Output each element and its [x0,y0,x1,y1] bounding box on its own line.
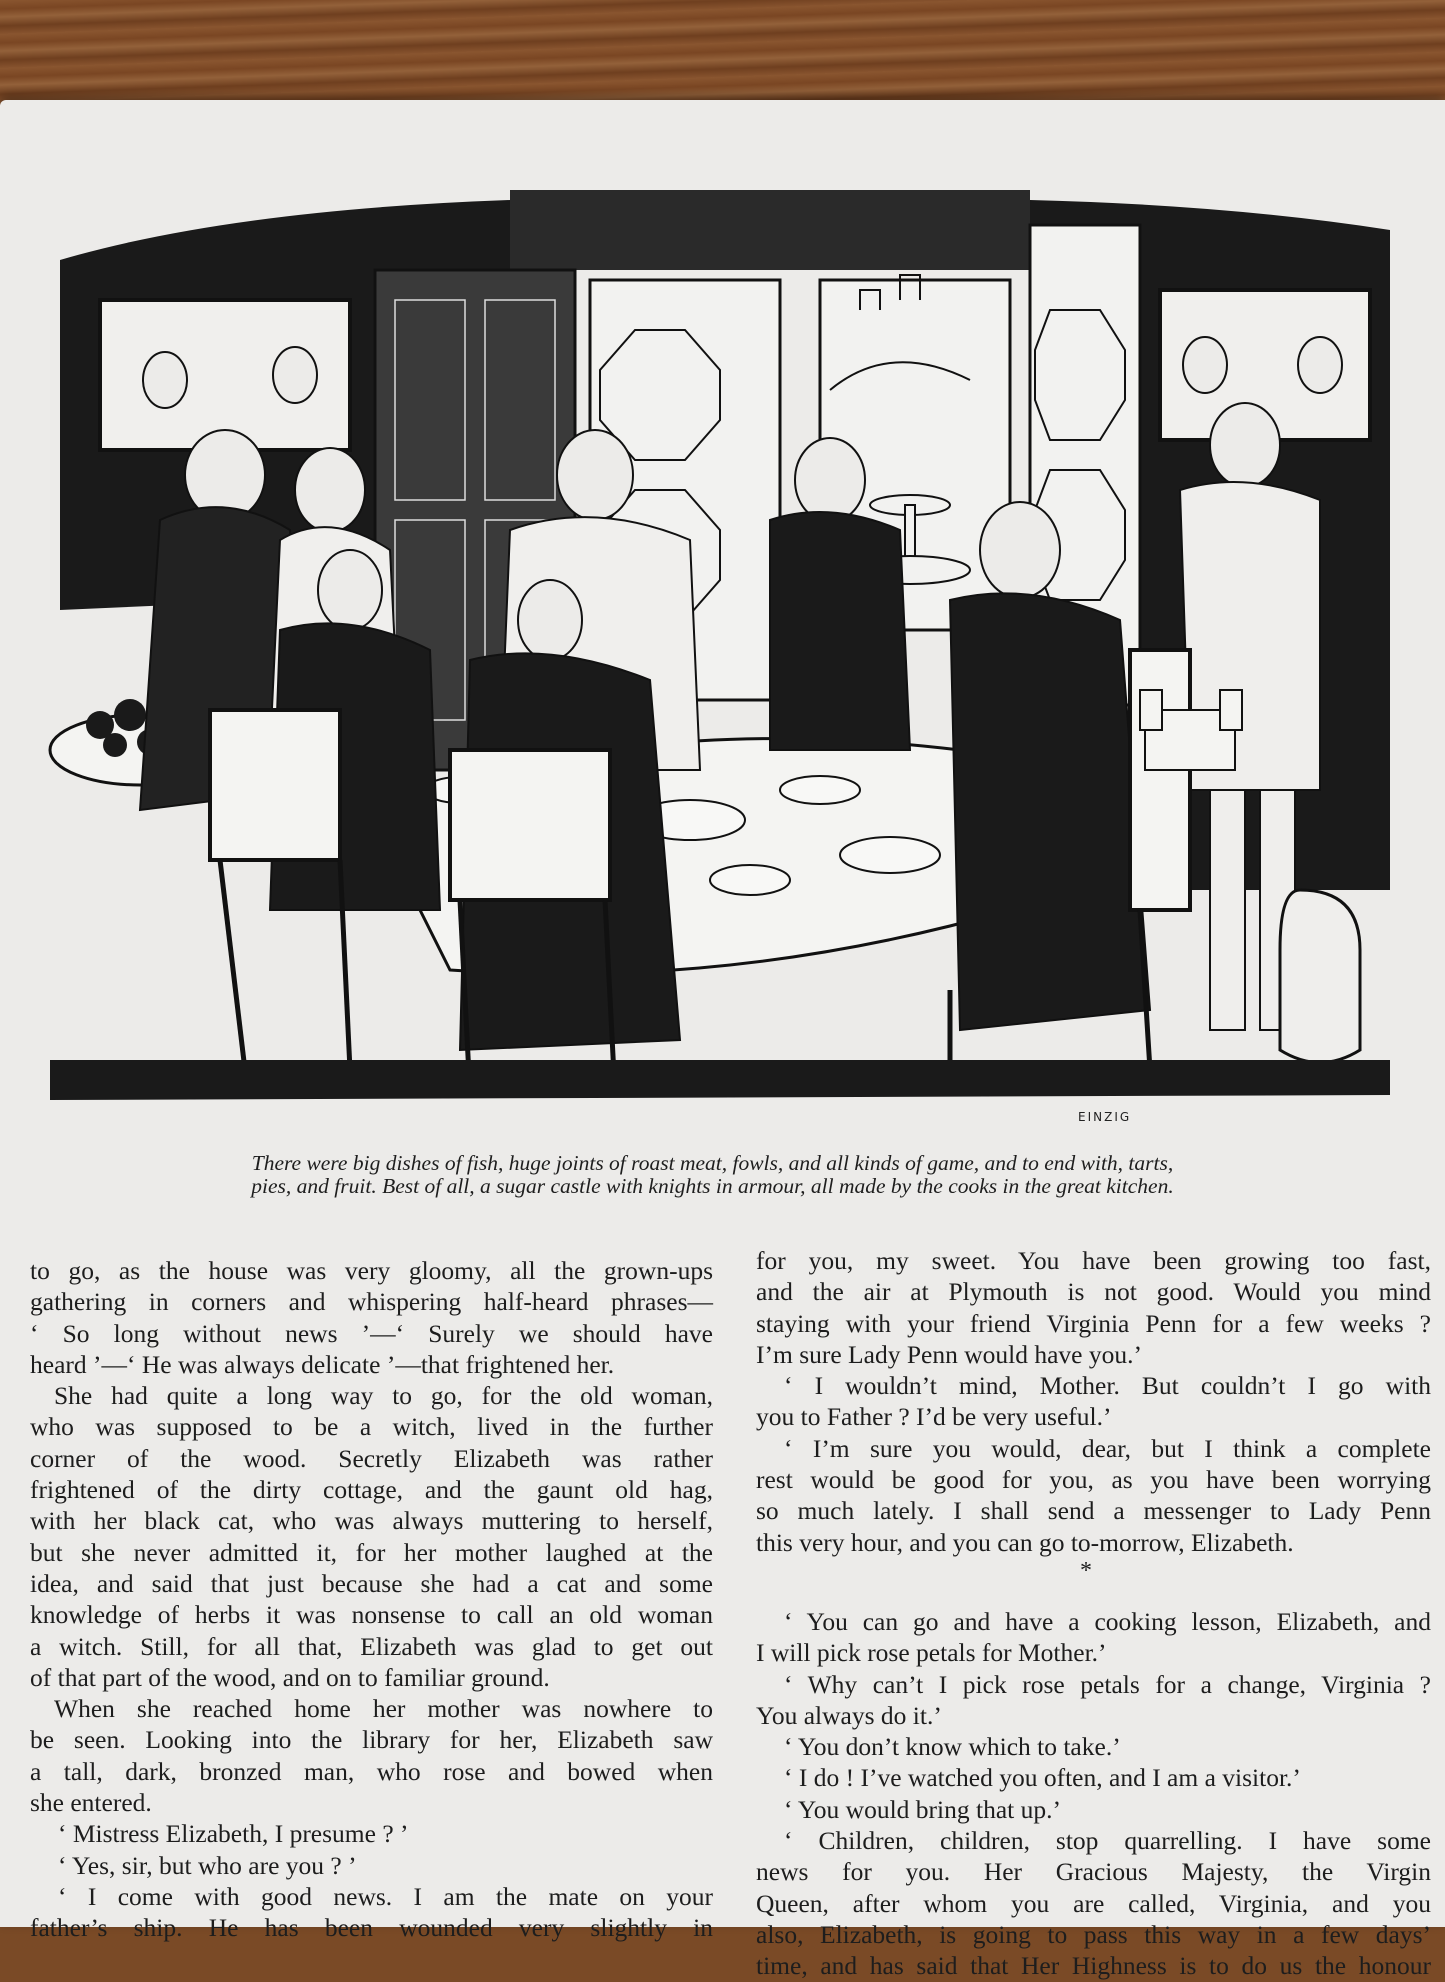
text-line: frightened of the dirty cottage, and the gaunt old hag, [30,1475,713,1505]
text-line: ‘ Yes, sir, but who are you ? ’ [58,1850,357,1880]
text-line: but she never admitted it, for her mother laughed at the [30,1537,713,1567]
text-line: you to Father ? I’d be very useful.’ [756,1402,1112,1432]
right-text-column [756,1245,1431,1982]
text-line: time, and has said that Her Highness is to do us the honour [756,1951,1431,1981]
text-line: for you, my sweet. You have been growing too fast, [756,1246,1431,1275]
artist-signature: EINZIG [1078,1110,1132,1124]
text-line: a tall, dark, bronzed man, who rose and bowed when [30,1756,713,1786]
text-line: ‘ You would bring that up.’ [784,1794,1061,1824]
text-line: She had quite a long way to go, for the old woman, [54,1381,713,1411]
illustration-caption [150,1152,1275,1198]
left-text-column [30,1255,713,1944]
text-line: and the air at Plymouth is not good. Would you mind [756,1277,1431,1307]
text-line: rest would be good for you, as you have been worrying [756,1465,1431,1495]
text-line: ‘ I’m sure you would, dear, but I think a complete [784,1433,1431,1463]
text-line: be seen. Looking into the library for her, Elizabeth saw [30,1725,713,1755]
text-line: of that part of the wood, and on to familiar ground. [30,1662,550,1692]
text-line: to go, as the house was very gloomy, all the grown-ups [30,1256,713,1285]
text-line: You always do it.’ [756,1700,942,1730]
text-line: gathering in corners and whispering half-heard phrases— [30,1287,713,1317]
text-line: I will pick rose petals for Mother.’ [756,1638,1107,1668]
text-line: father’s ship. He has been wounded very slightly in [30,1913,713,1943]
caption-line-2: pies, and fruit. Best of all, a sugar castle with knights in armour, all made by the cooks in the great kitchen. [251,1174,1174,1198]
text-line: ‘ I come with good news. I am the mate on your [58,1881,713,1911]
banquet-illustration [30,190,1410,1120]
text-line: she entered. [30,1788,152,1818]
text-line: ‘ Why can’t I pick rose petals for a change, Virginia ? [784,1669,1431,1699]
text-line: idea, and said that just because she had a cat and some [30,1568,713,1598]
text-line: so much lately. I shall send a messenger to Lady Penn [756,1496,1431,1526]
text-line: who was supposed to be a witch, lived in the further [30,1412,713,1442]
text-line: ‘ I do ! I’ve watched you often, and I am a visitor.’ [784,1763,1301,1793]
text-line: staying with your friend Virginia Penn for a few weeks ? [756,1308,1431,1338]
text-line: ‘ So long without news ’—‘ Surely we should have [30,1318,713,1348]
text-line: I’m sure Lady Penn would have you.’ [756,1339,1142,1369]
caption-line-1: There were big dishes of fish, huge joints of roast meat, fowls, and all kinds of game, and to end with, tarts, [251,1151,1174,1175]
text-line: corner of the wood. Secretly Elizabeth was rather [30,1443,713,1473]
text-line: ‘ Mistress Elizabeth, I presume ? ’ [58,1819,409,1849]
text-line: Queen, after whom you are called, Virginia, and you [756,1888,1431,1918]
text-line: ‘ You can go and have a cooking lesson, Elizabeth, and [784,1606,1431,1636]
text-line: ‘ You don’t know which to take.’ [784,1732,1121,1762]
text-line: ‘ I wouldn’t mind, Mother. But couldn’t I go with [784,1371,1431,1401]
section-break-asterisk: * [1080,1557,1092,1584]
text-line: also, Elizabeth, is going to pass this way in a few days’ [756,1919,1431,1949]
text-line: news for you. Her Gracious Majesty, the Virgin [756,1857,1431,1887]
section-gap [756,1584,1431,1606]
text-line: this very hour, and you can go to-morrow, Elizabeth. [756,1527,1294,1557]
text-line: heard ’—‘ He was always delicate ’—that frightened her. [30,1349,615,1379]
text-line: ‘ Children, children, stop quarrelling. I have some [784,1826,1431,1856]
text-line: a witch. Still, for all that, Elizabeth was glad to get out [30,1631,713,1661]
text-line: knowledge of herbs it was nonsense to call an old woman [30,1600,713,1630]
text-line: When she reached home her mother was nowhere to [54,1694,713,1724]
text-line: with her black cat, who was always muttering to herself, [30,1506,713,1536]
